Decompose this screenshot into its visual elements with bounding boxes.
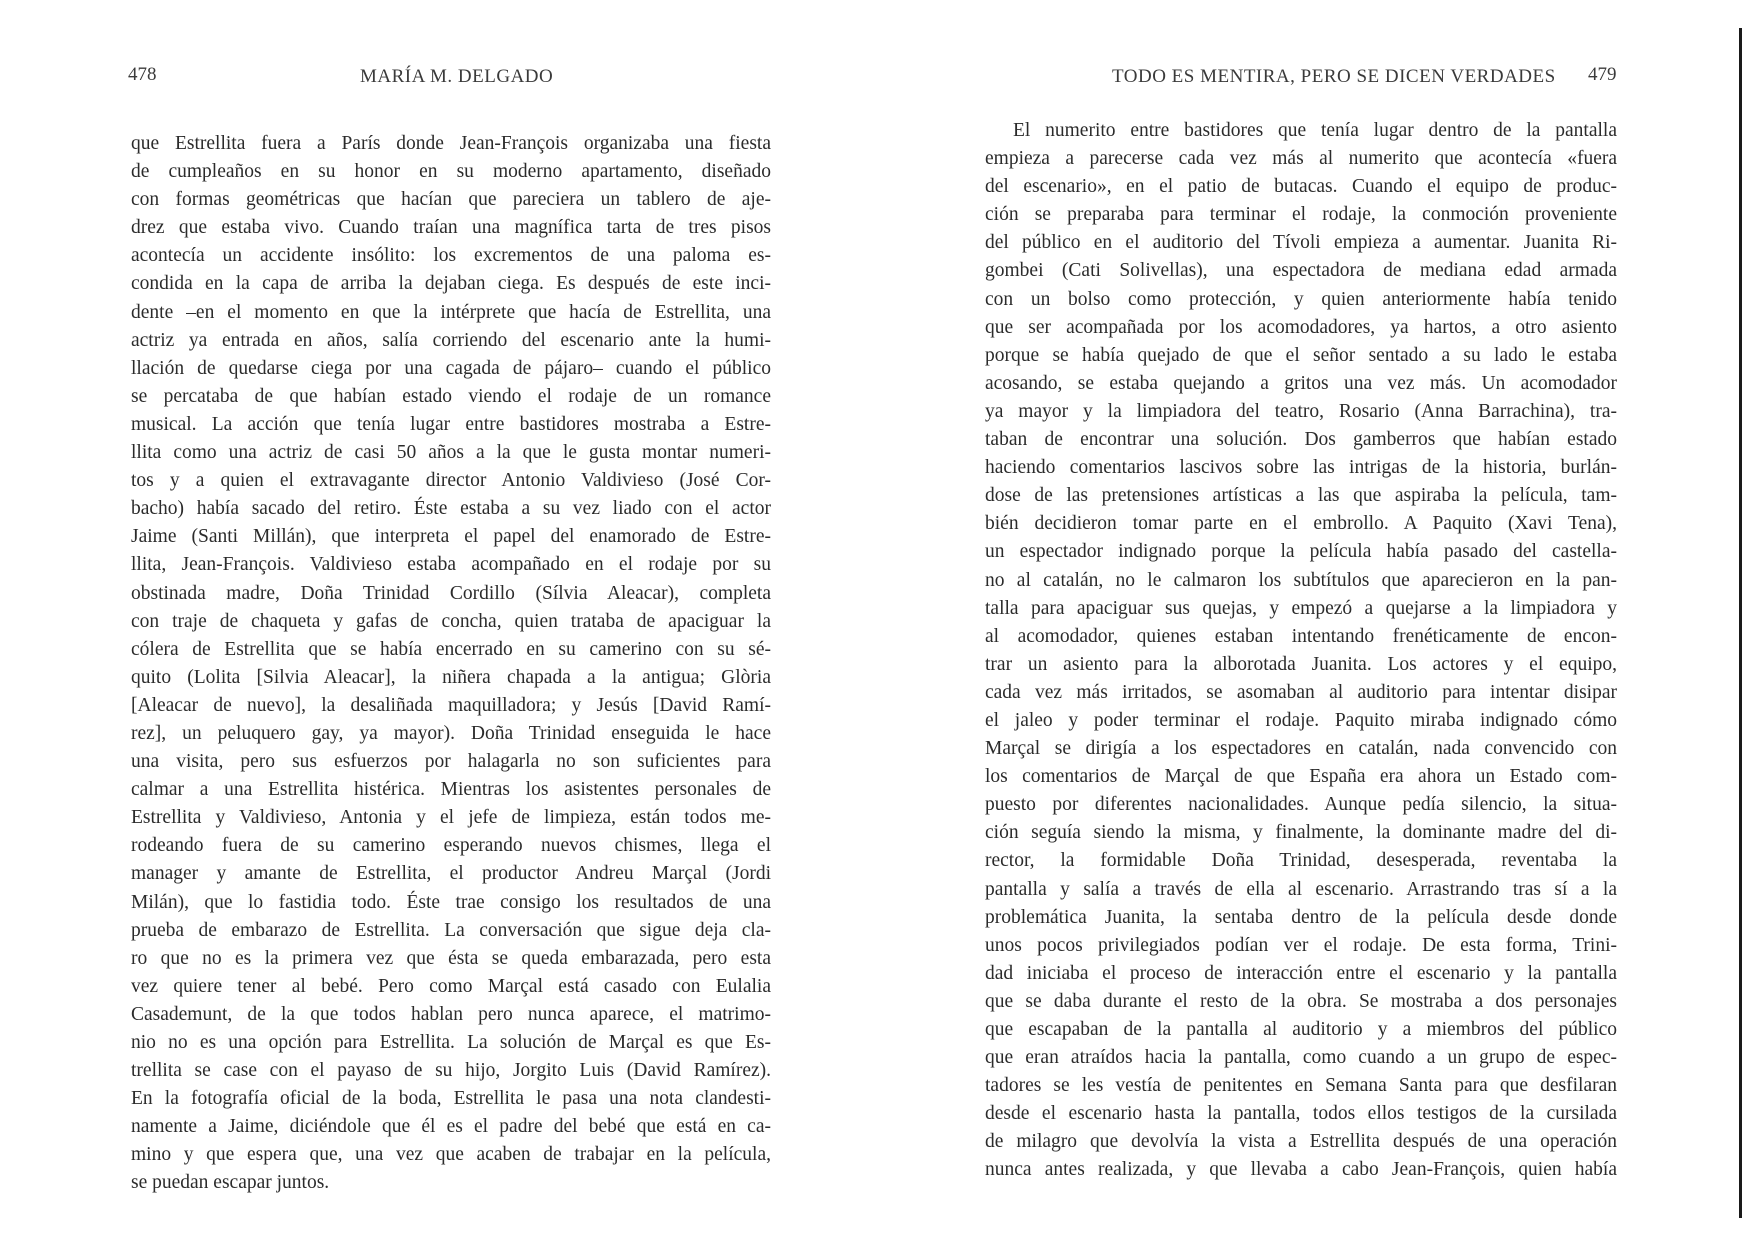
left-body-text: [131, 130, 771, 1198]
text-line: del público en el auditorio del Tívoli empieza a aumentar. Juanita Ri-: [985, 232, 1617, 254]
text-line: que Estrellita fuera a París donde Jean-François organizaba una fiesta: [131, 133, 771, 154]
text-line: se puedan escapar juntos.: [131, 1172, 330, 1194]
text-line: quito (Lolita [Silvia Aleacar], la niñera chapada a la antigua; Glòria: [131, 666, 771, 688]
text-line: con un bolso como protección, y quien anteriormente había tenido: [985, 288, 1617, 310]
text-line: llación de quedarse ciega por una cagada de pájaro– cuando el público: [131, 357, 771, 379]
text-line: condida en la capa de arriba la dejaban ciega. Es después de este inci-: [131, 273, 771, 295]
text-line: En la fotografía oficial de la boda, Estrellita le pasa una nota clandesti-: [131, 1088, 771, 1110]
text-line: bacho) había sacado del retiro. Éste estaba a su vez liado con el actor: [131, 498, 771, 520]
text-line: tos y a quien el extravagante director Antonio Valdivieso (José Cor-: [131, 470, 771, 492]
right-body-text: [985, 117, 1617, 1185]
text-line: puesto por diferentes nacionalidades. Aunque pedía silencio, la situa-: [985, 794, 1617, 816]
text-line: una visita, pero sus esfuerzos por halagarla no son suficientes para: [131, 751, 771, 773]
text-line: mino y que espera que, una vez que acaben de trabajar en la película,: [131, 1144, 771, 1166]
text-line: namente a Jaime, diciéndole que él es el padre del bebé que está en ca-: [131, 1116, 771, 1138]
text-line: acontecía un accidente insólito: los excrementos de una paloma es-: [131, 245, 771, 267]
text-line: gombei (Cati Solivellas), una espectadora de mediana edad armada: [985, 260, 1617, 282]
text-line: pantalla y salía a través de ella al escenario. Arrastrando tras sí a la: [985, 878, 1617, 900]
text-line: calmar a una Estrellita histérica. Mientras los asistentes personales de: [131, 779, 771, 801]
text-line: dad iniciaba el proceso de interacción entre el escenario y la pantalla: [985, 962, 1617, 984]
text-line: musical. La acción que tenía lugar entre bastidores mostraba a Estre-: [131, 413, 771, 435]
text-line: de milagro que devolvía la vista a Estrellita después de una operación: [985, 1131, 1617, 1153]
text-line: rodeando fuera de su camerino esperando nuevos chismes, llega el: [131, 835, 771, 857]
text-line: ro que no es la primera vez que ésta se queda embarazada, pero esta: [131, 947, 771, 969]
text-line: del escenario», en el patio de butacas. Cuando el equipo de produc-: [985, 176, 1617, 198]
text-line: los comentarios de Marçal de que España era ahora un Estado com-: [985, 766, 1617, 788]
text-line: ya mayor y la limpiadora del teatro, Rosario (Anna Barrachina), tra-: [985, 400, 1617, 422]
text-line: Casademunt, de la que todos hablan pero nunca aparece, el matrimo-: [131, 1003, 771, 1025]
text-line: Jaime (Santi Millán), que interpreta el papel del enamorado de Estre-: [131, 526, 771, 548]
text-line: Marçal se dirigía a los espectadores en catalán, nada convencido con: [985, 738, 1617, 760]
text-line: nio no es una opción para Estrellita. La solución de Marçal es que Es-: [131, 1032, 771, 1053]
text-line: Estrellita y Valdivieso, Antonia y el jefe de limpieza, están todos me-: [131, 807, 771, 829]
text-line: vez quiere tener al bebé. Pero como Marçal está casado con Eulalia: [131, 975, 771, 997]
text-line: ción se preparaba para terminar el rodaje, la conmoción proveniente: [985, 204, 1617, 226]
text-line: ción seguía siendo la misma, y finalmente, la dominante madre del di-: [985, 822, 1617, 844]
text-line: con traje de chaqueta y gafas de concha, quien trataba de apaciguar la: [131, 610, 771, 632]
page-edge-line: [1739, 28, 1742, 1218]
text-line: actriz ya entrada en años, salía corriendo del escenario ante la humi-: [131, 329, 771, 351]
text-line: Milán), que lo fastidia todo. Éste trae consigo los resultados de una: [131, 891, 771, 913]
text-line: rez], un peluquero gay, ya mayor). Doña Trinidad enseguida le hace: [131, 722, 771, 744]
text-line: no al catalán, no le calmaron los subtítulos que aparecieron en la pan-: [985, 569, 1617, 591]
right-running-head: TODO ES MENTIRA, PERO SE DICEN VERDADES: [1112, 66, 1556, 87]
text-line: obstinada madre, Doña Trinidad Cordillo (Sílvia Aleacar), completa: [131, 582, 771, 604]
text-line: que ser acompañada por los acomodadores, ya hartos, a otro asiento: [985, 316, 1617, 338]
text-line: que eran atraídos hacia la pantalla, como cuando a un grupo de espec-: [985, 1047, 1617, 1069]
text-line: unos pocos privilegiados podían ver el rodaje. De esta forma, Trini-: [985, 934, 1617, 956]
text-line: con formas geométricas que hacían que pareciera un tablero de aje-: [131, 189, 771, 211]
text-line: talla para apaciguar sus quejas, y empezó a quejarse a la limpiadora y: [985, 597, 1617, 619]
text-line: nunca antes realizada, y que llevaba a cabo Jean-François, quien había: [985, 1159, 1617, 1181]
text-line: dente –en el momento en que la intérprete que hacía de Estrellita, una: [131, 301, 771, 323]
text-line: cada vez más irritados, se asomaban al auditorio para intentar disipar: [985, 681, 1617, 703]
text-line: de cumpleaños en su honor en su moderno apartamento, diseñado: [131, 161, 771, 183]
text-line: manager y amante de Estrellita, el productor Andreu Marçal (Jordi: [131, 863, 771, 885]
text-line: que se daba durante el resto de la obra. Se mostraba a dos personajes: [985, 990, 1617, 1012]
text-line: un espectador indignado porque la película había pasado del castella-: [985, 541, 1617, 563]
text-line: drez que estaba vivo. Cuando traían una magnífica tarta de tres pisos: [131, 217, 771, 239]
text-line: trar un asiento para la alborotada Juanita. Los actores y el equipo,: [985, 653, 1617, 675]
text-line: taban de encontrar una solución. Dos gamberros que habían estado: [985, 429, 1617, 451]
text-line: El numerito entre bastidores que tenía lugar dentro de la pantalla: [1013, 120, 1617, 141]
text-line: se percataba de que habían estado viendo el rodaje de un romance: [131, 385, 771, 407]
text-line: empieza a parecerse cada vez más al numerito que acontecía «fuera: [985, 148, 1617, 170]
text-line: haciendo comentarios lascivos sobre las intrigas de la historia, burlán-: [985, 457, 1617, 479]
text-line: llita, Jean-François. Valdivieso estaba acompañado en el rodaje por su: [131, 554, 771, 576]
left-running-head: MARÍA M. DELGADO: [360, 66, 554, 87]
text-line: acosando, se estaba quejando a gritos una vez más. Un acomodador: [985, 372, 1617, 394]
right-page-number: 479: [1588, 64, 1617, 85]
text-line: dose de las pretensiones artísticas a las que aspiraba la película, tam-: [985, 485, 1617, 507]
text-line: tadores se les vestía de penitentes en Semana Santa para que desfilaran: [985, 1075, 1617, 1097]
text-line: [Aleacar de nuevo], la desaliñada maquilladora; y Jesús [David Ramí-: [131, 694, 771, 716]
text-line: desde el escenario hasta la pantalla, todos ellos testigos de la cursilada: [985, 1103, 1617, 1125]
text-line: prueba de embarazo de Estrellita. La conversación que sigue deja cla-: [131, 919, 771, 941]
text-line: problemática Juanita, la sentaba dentro de la película desde donde: [985, 906, 1617, 928]
text-line: bién decidieron tomar parte en el embrollo. A Paquito (Xavi Tena),: [985, 513, 1617, 535]
text-line: el jaleo y poder terminar el rodaje. Paquito miraba indignado cómo: [985, 709, 1617, 731]
text-line: rector, la formidable Doña Trinidad, desesperada, reventaba la: [985, 850, 1617, 872]
text-line: que escapaban de la pantalla al auditorio y a miembros del público: [985, 1019, 1617, 1040]
text-line: llita como una actriz de casi 50 años a la que le gusta montar numeri-: [131, 442, 771, 464]
text-line: porque se había quejado de que el señor sentado a su lado le estaba: [985, 344, 1617, 366]
text-line: trellita se case con el payaso de su hijo, Jorgito Luis (David Ramírez).: [131, 1060, 771, 1082]
text-line: al acomodador, quienes estaban intentando frenéticamente de encon-: [985, 625, 1617, 647]
text-line: cólera de Estrellita que se había encerrado en su camerino con su sé-: [131, 638, 771, 660]
right-page: [876, 0, 1752, 1239]
left-page-number: 478: [128, 64, 157, 85]
